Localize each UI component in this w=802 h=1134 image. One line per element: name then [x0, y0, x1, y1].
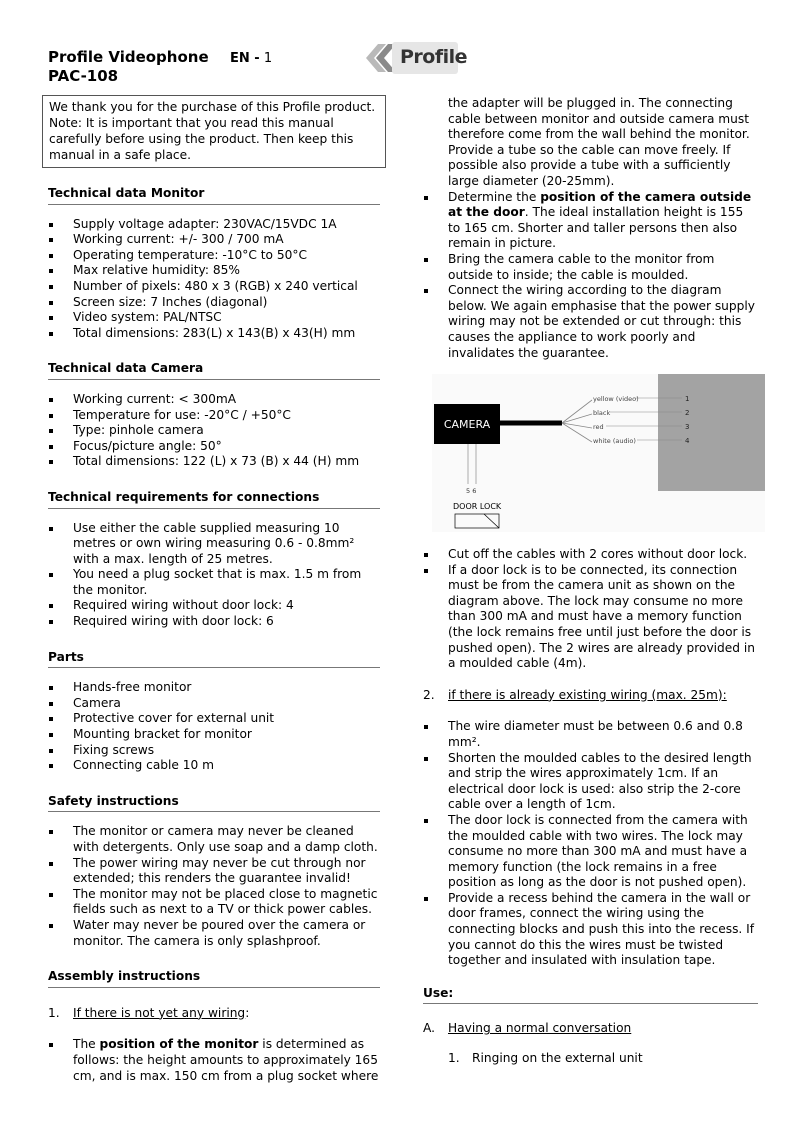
list-item: Screen size: 7 Inches (diagonal): [48, 295, 380, 311]
wire-label-4: white (audio): [593, 437, 636, 445]
list-item: Water may never be poured over the camera or monitor. The camera is only splashproof.: [48, 918, 380, 949]
step-number: 1.: [48, 1005, 60, 1020]
item-text: Determine the: [448, 189, 541, 204]
list-item: You need a plug socket that is max. 1.5 m from the monitor.: [48, 567, 380, 598]
page-number: 1: [263, 51, 273, 66]
step-colon: :: [245, 1005, 250, 1020]
page-indicator: [230, 51, 272, 66]
intro-box: We thank you for the purchase of this Profile product. Note: It is important that you read this manual carefully before using the product. Then keep this manual in a safe place.: [42, 95, 386, 168]
profile-logo: [364, 38, 468, 78]
list-item: Use either the cable supplied measuring 10 metres or own wiring measuring 0.6 - 0.8mm² with a max. length of 25 metres.: [48, 521, 380, 568]
section-title-parts: Parts: [48, 650, 380, 669]
section-title-assembly: Assembly instructions: [48, 969, 380, 988]
lang-code: EN -: [230, 51, 260, 66]
camera-specs-list: [48, 392, 380, 470]
list-item: Working current: < 300mA: [48, 392, 380, 408]
assembly-items: [48, 1037, 380, 1084]
list-item: Cut off the cables with 2 cores without door lock.: [423, 547, 758, 563]
pin-3: 3: [685, 423, 690, 431]
list-item: Hands-free monitor: [48, 680, 380, 696]
list-item: The door lock is connected from the camera with the moulded cable with two wires. The lock may consume no more than 300 mA and must have a memory function (the lock remains in a free position as long as the door is not pushed open).: [423, 813, 758, 891]
list-item: Video system: PAL/NTSC: [48, 310, 380, 326]
camera-label: CAMERA: [443, 418, 491, 431]
pin-1: 1: [685, 395, 690, 403]
list-item: Max relative humidity: 85%: [48, 263, 380, 279]
title-line2: PAC-108: [48, 67, 119, 85]
document-title: [48, 48, 209, 86]
parts-list: [48, 680, 380, 774]
wire-label-1: yellow (video): [593, 395, 639, 403]
list-item: Total dimensions: 283(L) x 143(B) x 43(H) mm: [48, 326, 380, 342]
step-label: Ringing on the external unit: [472, 1051, 643, 1066]
assembly-step-1: [48, 1006, 380, 1022]
door-lock-label: DOOR LOCK: [453, 502, 502, 511]
wire-label-2: black: [593, 409, 611, 417]
list-item: Supply voltage adapter: 230VAC/15VDC 1A: [48, 217, 380, 233]
wiring-diagram: [432, 374, 765, 532]
list-item: The wire diameter must be between 0.6 and 0.8 mm².: [423, 719, 758, 750]
safety-list: [48, 824, 380, 949]
list-item: Required wiring without door lock: 4: [48, 598, 380, 614]
existing-wiring-list: [423, 719, 758, 969]
connections-list: [48, 521, 380, 630]
step-letter: A.: [423, 1021, 435, 1036]
pin-4: 4: [685, 437, 690, 445]
list-item: The monitor or camera may never be cleaned with detergents. Only use soap and a damp cloth.: [48, 824, 380, 855]
section-title-monitor: Technical data Monitor: [48, 186, 380, 205]
item-text: is determined as follows: the height amounts to approximately 165 cm, and is max. 150 cm from a plug socket where: [73, 1037, 379, 1083]
use-step-a1: [423, 1051, 758, 1067]
list-item: Bring the camera cable to the monitor from outside to inside; the cable is moulded.: [423, 252, 758, 283]
list-item: [423, 190, 758, 252]
title-line1: Profile Videophone: [48, 48, 209, 66]
item-bold: position of the camera outside at the door: [448, 189, 752, 220]
list-item: If a door lock is to be connected, its connection must be from the camera unit as shown on the diagram above. The lock may consume no more than 300 mA and must have a memory function (the lock remains free until just before the door is pushed open). The 2 wires are already provided in a moulded cable (4m).: [423, 563, 758, 672]
monitor-block: [658, 374, 765, 491]
right-column-top: [423, 96, 758, 361]
left-column: [42, 95, 386, 1084]
step-label: If there is not yet any wiring: [73, 1005, 246, 1020]
list-item: [48, 1037, 380, 1084]
section-title-use: Use:: [423, 986, 758, 1005]
list-item: Temperature for use: -20°C / +50°C: [48, 408, 380, 424]
logo-text: Profile: [400, 46, 468, 68]
list-item: Mounting bracket for monitor: [48, 727, 380, 743]
list-item: Required wiring with door lock: 6: [48, 614, 380, 630]
step-label: Having a normal conversation: [448, 1021, 632, 1036]
door-lock-list: [423, 547, 758, 672]
list-item: Protective cover for external unit: [48, 711, 380, 727]
list-item: Fixing screws: [48, 743, 380, 759]
assembly-step-2: [423, 688, 758, 704]
list-item: Operating temperature: -10°C to 50°C: [48, 248, 380, 264]
pin-2: 2: [685, 409, 690, 417]
monitor-specs-list: [48, 217, 380, 342]
wiring-diagram-svg: [432, 374, 765, 532]
right-column-bottom: [423, 547, 758, 1067]
list-item: Shorten the moulded cables to the desired length and strip the wires approximately 1cm. If an electrical door lock is used: also strip the 2-core cable over a length of 1cm.: [423, 751, 758, 813]
section-title-connections: Technical requirements for connections: [48, 490, 380, 509]
left-sections: [42, 186, 380, 1084]
list-item: Connect the wiring according to the diagram below. We again emphasise that the power supply wiring may not be extended or cut through: this causes the appliance to work poorly and invalidates the guarantee.: [423, 283, 758, 361]
wire-label-3: red: [593, 423, 604, 431]
list-item: The power wiring may never be cut through nor extended; this renders the guarantee invalid!: [48, 856, 380, 887]
list-item: Focus/picture angle: 50°: [48, 439, 380, 455]
use-step-a: [423, 1021, 758, 1037]
list-item: Type: pinhole camera: [48, 423, 380, 439]
item-bold: position of the monitor: [99, 1037, 259, 1052]
list-item: Provide a recess behind the camera in the wall or door frames, connect the wiring using the connecting blocks and push this into the recess. If you cannot do this the wires must be twisted together and insulated with insulation tape.: [423, 891, 758, 969]
list-item: Camera: [48, 696, 380, 712]
list-item: Number of pixels: 480 x 3 (RGB) x 240 vertical: [48, 279, 380, 295]
section-title-camera: Technical data Camera: [48, 361, 380, 380]
step-number: 2.: [423, 687, 435, 702]
installation-list: [423, 190, 758, 362]
section-title-safety: Safety instructions: [48, 794, 380, 813]
item-text: . The ideal installation height is 155 to 165 cm. Shorter and taller persons then also remain in picture.: [448, 205, 744, 251]
list-item: The monitor may not be placed close to magnetic fields such as next to a TV or thick power cables.: [48, 887, 380, 918]
step-label: if there is already existing wiring (max. 25m):: [448, 687, 727, 702]
step-number: 1.: [448, 1051, 460, 1066]
continued-text: the adapter will be plugged in. The connecting cable between monitor and outside camera must therefore come from the wall behind the monitor. Provide a tube so the cable can move freely. If possible also provide a tube with a sufficiently large diameter (20-25mm).: [448, 96, 750, 188]
list-item: Total dimensions: 122 (L) x 73 (B) x 44 (H) mm: [48, 454, 380, 470]
list-item: Working current: +/- 300 / 700 mA: [48, 232, 380, 248]
item-text: The: [73, 1037, 100, 1052]
lock-pins-label: 5 6: [466, 487, 477, 495]
list-item: Connecting cable 10 m: [48, 758, 380, 774]
